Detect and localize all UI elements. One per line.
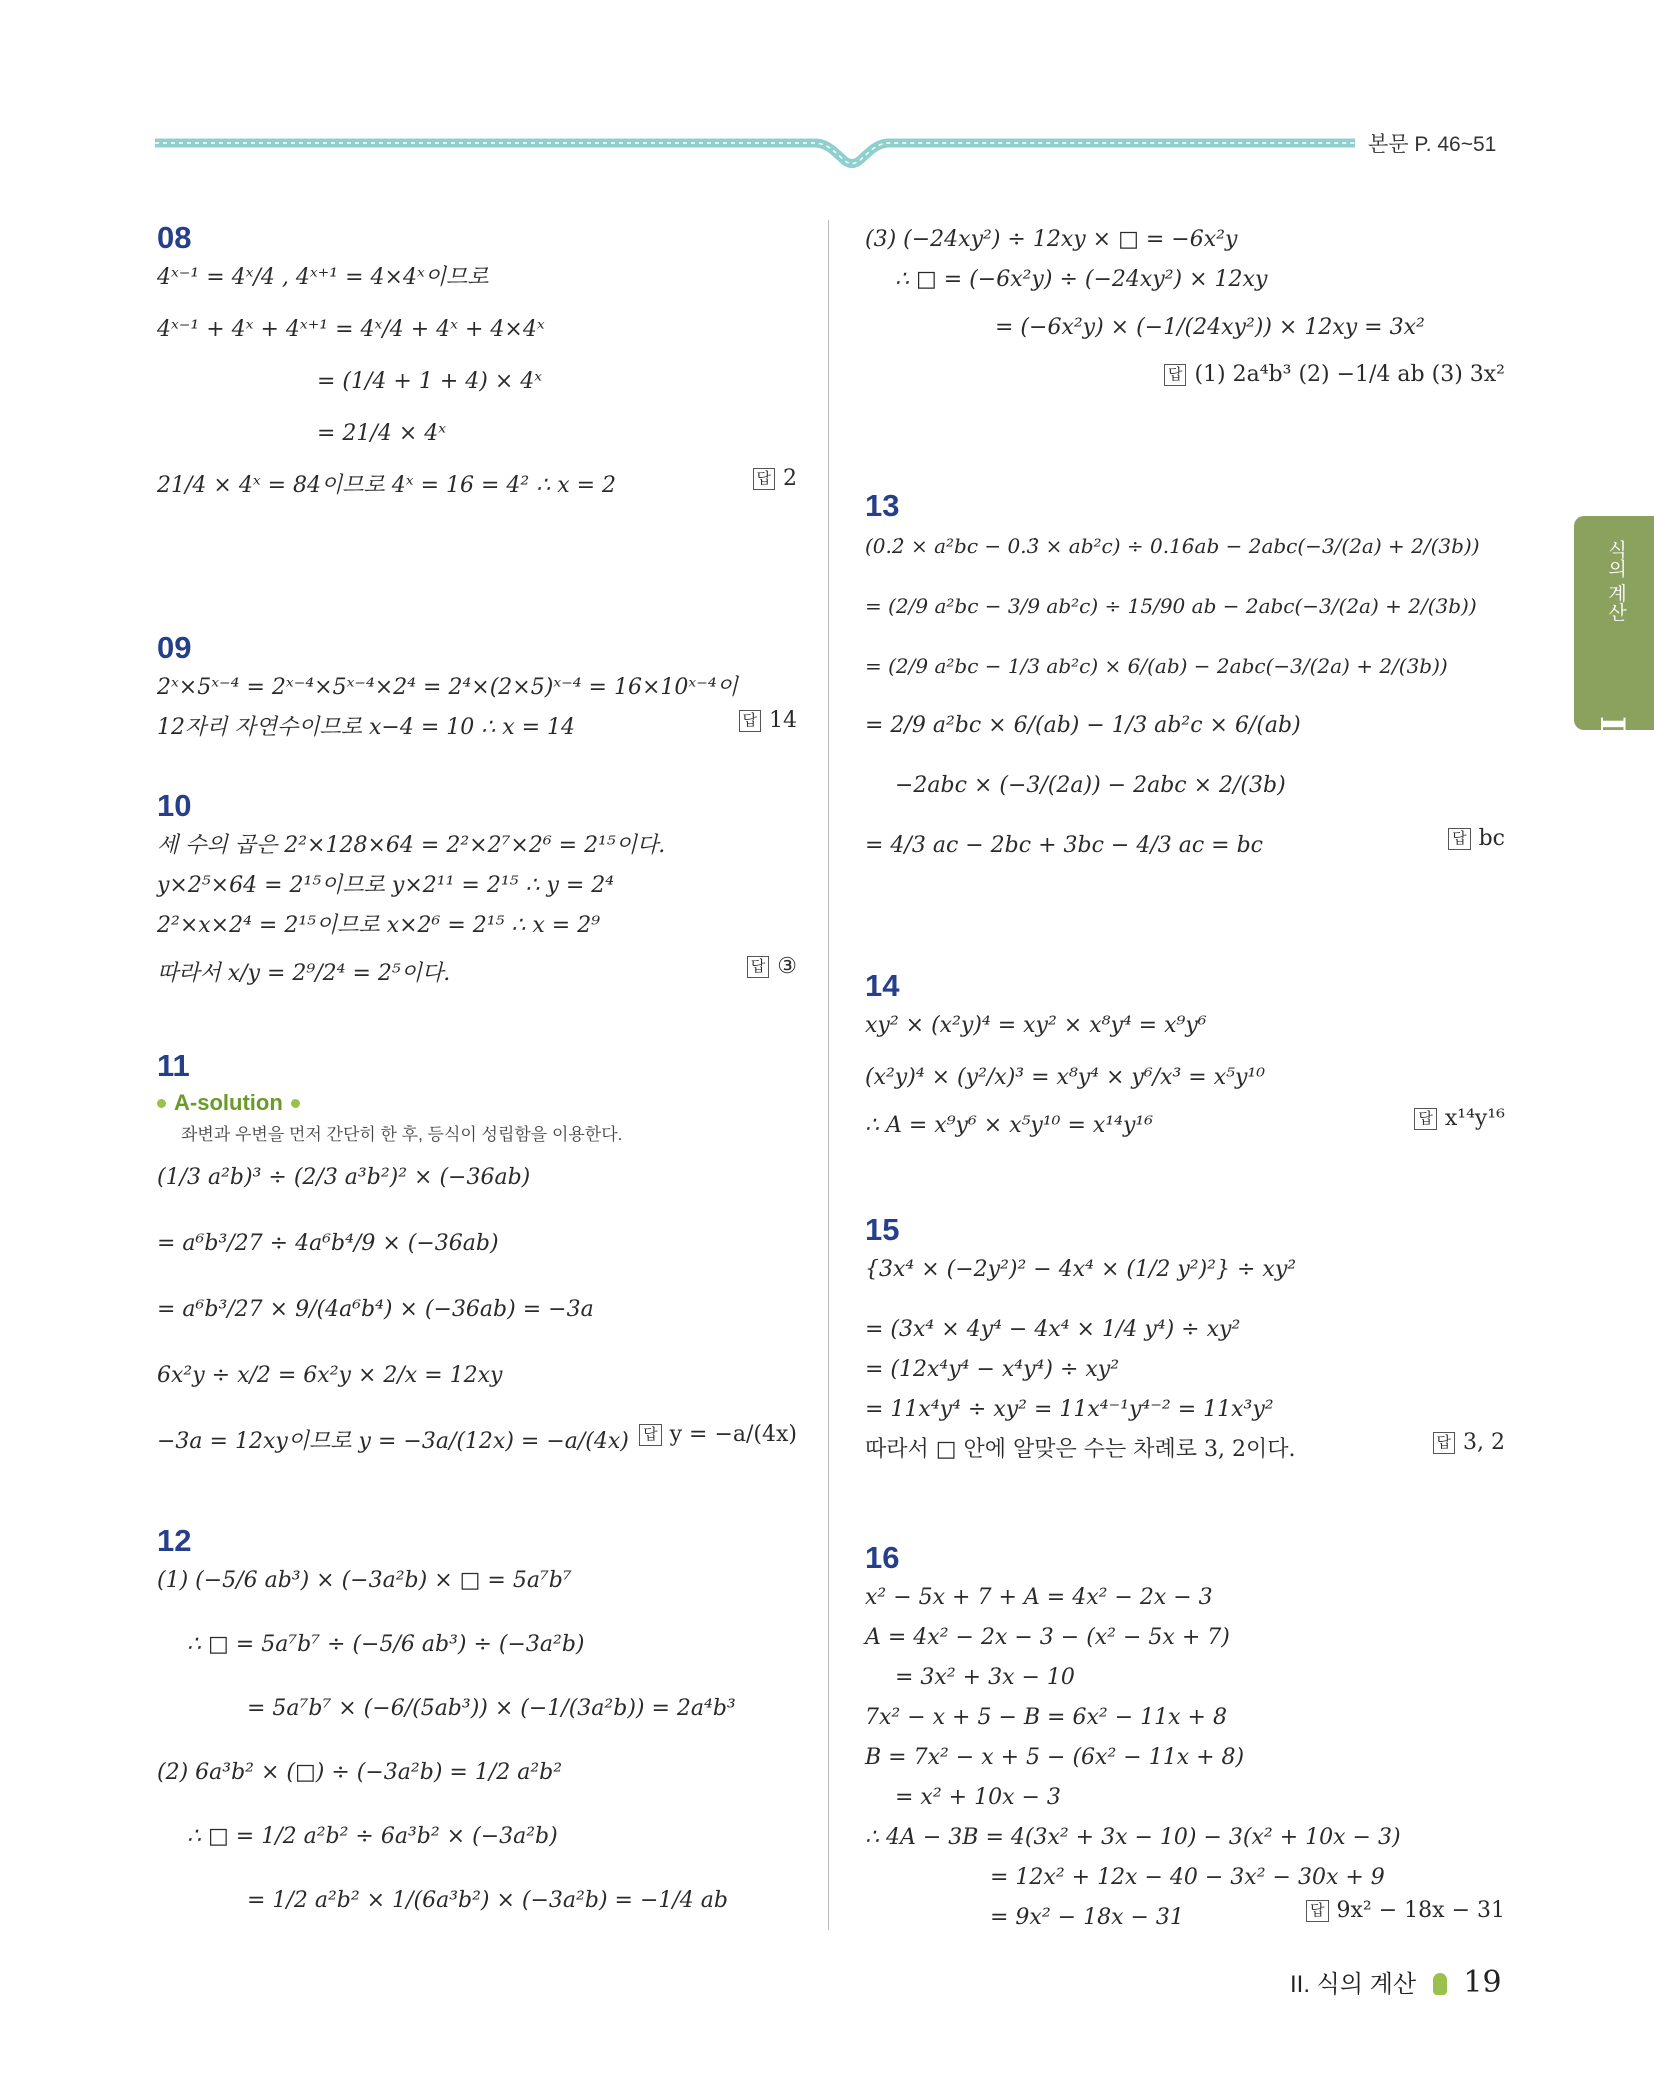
answer-value: bc — [1478, 826, 1505, 851]
answer-value: 9x² − 18x − 31 — [1336, 1898, 1505, 1923]
answer-value: 2 — [783, 466, 797, 491]
solution-line: = (−6x²y) × (−1/(24xy²)) × 12xy = 3x² — [995, 315, 1425, 340]
problem-number: 11 — [157, 1048, 190, 1083]
problem-number: 15 — [865, 1212, 900, 1247]
solution-line: = 5a⁷b⁷ × (−6/(5ab³)) × (−1/(3a²b)) = 2a⁴b³ — [247, 1696, 736, 1721]
problem-14 — [865, 968, 1505, 1146]
solution-line: = 1/2 a²b² × 1/(6a³b²) × (−3a²b) = −1/4 ab — [247, 1888, 728, 1913]
answer-value: 14 — [769, 708, 797, 733]
answer-value: (1) 2a⁴b³ (2) −1/4 ab (3) 3x² — [1194, 362, 1505, 387]
solution-line: = (3x⁴ × 4y⁴ − 4x⁴ × 1/4 y⁴) ÷ xy² — [865, 1317, 1241, 1342]
solution-line: A = 4x² − 2x − 3 − (x² − 5x + 7) — [865, 1625, 1230, 1650]
answer-tag: 답 — [753, 468, 776, 490]
answer-tag: 답 — [1414, 1108, 1437, 1130]
solution-line: (3) (−24xy²) ÷ 12xy × □ = −6x²y — [865, 227, 1238, 252]
footer-chapter: II. 식의 계산 — [1290, 1971, 1417, 1998]
solution-line: = 11x⁴y⁴ ÷ xy² = 11x⁴⁻¹y⁴⁻² = 11x³y² — [865, 1397, 1274, 1422]
solution-line: ∴ 4A − 3B = 4(3x² + 3x − 10) − 3(x² + 10x − 3) — [865, 1825, 1401, 1850]
solution-line: (0.2̇ × a²bc − 0.3̇ × ab²c) ÷ 0.16̇ab − 2abc(−3/(2a) + 2/(3b)) — [865, 534, 1480, 558]
solution-line: B = 7x² − x + 5 − (6x² − 11x + 8) — [865, 1745, 1245, 1770]
problem-16 — [865, 1540, 1505, 1938]
solution-line: 6x²y ÷ x/2 = 6x²y × 2/x = 12xy — [157, 1363, 503, 1388]
problem-number: 09 — [157, 630, 192, 665]
answer-tag: 답 — [639, 1424, 662, 1446]
lightbulb-icon — [1433, 1973, 1447, 1995]
solution-line: = 3x² + 3x − 10 — [895, 1665, 1075, 1690]
solution-line: 7x² − x + 5 − B = 6x² − 11x + 8 — [865, 1705, 1227, 1730]
solution-line: = (2/9 a²bc − 3/9 ab²c) ÷ 15/90 ab − 2abc(−3/(2a) + 2/(3b)) — [865, 594, 1477, 618]
solution-line: (1/3 a²b)³ ÷ (2/3 a³b²)² × (−36ab) — [157, 1165, 531, 1190]
solution-line: = 2/9 a²bc × 6/(ab) − 1/3 ab²c × 6/(ab) — [865, 713, 1301, 738]
chapter-tab — [1574, 516, 1654, 748]
solution-line: = 4/3 ac − 2bc + 3bc − 4/3 ac = bc — [865, 833, 1263, 858]
solution-line: {3x⁴ × (−2y²)² − 4x⁴ × (1/2 y²)²} ÷ xy² — [865, 1257, 1297, 1282]
answer — [1448, 826, 1505, 851]
answer-tag: 답 — [1164, 364, 1187, 386]
solution-line: x² − 5x + 7 + A = 4x² − 2x − 3 — [865, 1585, 1213, 1610]
solution-line: −3a = 12xy이므로 y = −3a/(12x) = −a/(4x) — [157, 1429, 629, 1454]
solution-line: xy² × (x²y)⁴ = xy² × x⁸y⁴ = x⁹y⁶ — [865, 1013, 1207, 1038]
answer-tag: 답 — [1433, 1432, 1456, 1454]
problem-number: 10 — [157, 788, 192, 823]
header-decoration — [155, 128, 1355, 168]
answer — [639, 1422, 797, 1447]
problem-number: 13 — [865, 488, 900, 523]
a-solution-heading: A-solution — [157, 1086, 797, 1120]
page-reference: 본문 P. 46~51 — [1368, 133, 1497, 156]
solution-line: = x² + 10x − 3 — [895, 1785, 1061, 1810]
answer — [1306, 1898, 1505, 1923]
solution-line: (2) 6a³b² × (□) ÷ (−3a²b) = 1/2 a²b² — [157, 1760, 563, 1785]
solution-line: ∴ □ = 1/2 a²b² ÷ 6a³b² × (−3a²b) — [187, 1824, 558, 1849]
solution-line: = 9x² − 18x − 31 — [990, 1905, 1184, 1930]
answer-value: 3, 2 — [1463, 1430, 1505, 1455]
solution-line: 12자리 자연수이므로 x−4 = 10 ∴ x = 14 — [157, 715, 576, 740]
solution-line: (x²y)⁴ × (y²/x)³ = x⁸y⁴ × y⁶/x³ = x⁵y¹⁰ — [865, 1065, 1266, 1090]
solution-line: = a⁶b³/27 ÷ 4a⁶b⁴/9 × (−36ab) — [157, 1231, 499, 1256]
problem-number: 14 — [865, 968, 900, 1003]
solution-line: 세 수의 곱은 2²×128×64 = 2²×2⁷×2⁶ = 2¹⁵이다. — [157, 833, 666, 858]
solution-line: = a⁶b³/27 × 9/(4a⁶b⁴) × (−36ab) = −3a — [157, 1297, 594, 1322]
answer-tag: 답 — [739, 710, 762, 732]
chapter-tab-label: 식의 계산 — [1605, 540, 1626, 622]
solution-line: = (1/4 + 1 + 4) × 4ˣ — [317, 369, 543, 394]
solution-line: (1) (−5/6 ab³) × (−3a²b) × □ = 5a⁷b⁷ — [157, 1568, 572, 1593]
bullet-dot-icon — [157, 1099, 166, 1108]
problem-12-continued — [865, 220, 1505, 408]
solution-line: 4ˣ⁻¹ + 4ˣ + 4ˣ⁺¹ = 4ˣ/4 + 4ˣ + 4×4ˣ — [157, 317, 545, 342]
column-divider — [828, 220, 829, 1930]
answer — [753, 466, 798, 491]
problem-number: 08 — [157, 220, 192, 255]
problem-09 — [157, 630, 797, 748]
solution-line: = 12x² + 12x − 40 − 3x² − 30x + 9 — [990, 1865, 1385, 1890]
chapter-tab-roman: II — [1592, 716, 1632, 748]
solution-line: 21/4 × 4ˣ = 84이므로 4ˣ = 16 = 4² ∴ x = 2 — [157, 473, 617, 498]
answer-value: y = −a/(4x) — [669, 1422, 797, 1447]
answer — [1433, 1430, 1505, 1455]
solution-line: 2ˣ×5ˣ⁻⁴ = 2ˣ⁻⁴×5ˣ⁻⁴×2⁴ = 2⁴×(2×5)ˣ⁻⁴ = 16×10ˣ⁻⁴이 — [157, 675, 738, 700]
solution-line: 따라서 x/y = 2⁹/2⁴ = 2⁵이다. — [157, 961, 451, 986]
problem-11 — [157, 1048, 797, 1462]
solution-line: ∴ □ = (−6x²y) ÷ (−24xy²) × 12xy — [895, 267, 1268, 292]
problem-number: 16 — [865, 1540, 900, 1575]
page-number: 19 — [1463, 1965, 1502, 2000]
problem-13 — [865, 488, 1505, 866]
solution-line: −2abc × (−3/(2a)) − 2abc × 2/(3b) — [895, 773, 1286, 798]
answer-tag: 답 — [1306, 1900, 1329, 1922]
problem-08 — [157, 220, 797, 506]
answer — [747, 954, 797, 979]
problem-10 — [157, 788, 797, 994]
page-footer — [1290, 1964, 1502, 2000]
solution-line: ∴ □ = 5a⁷b⁷ ÷ (−5/6 ab³) ÷ (−3a²b) — [187, 1632, 585, 1657]
bullet-dot-icon — [291, 1099, 300, 1108]
answer-tag: 답 — [747, 956, 770, 978]
solution-line: ∴ A = x⁹y⁶ × x⁵y¹⁰ = x¹⁴y¹⁶ — [865, 1113, 1154, 1138]
answer-value: ③ — [777, 954, 797, 979]
answer — [1414, 1106, 1505, 1131]
solution-line: 4ˣ⁻¹ = 4ˣ/4 , 4ˣ⁺¹ = 4×4ˣ이므로 — [157, 265, 489, 290]
answer-tag: 답 — [1448, 828, 1471, 850]
answer-value: x¹⁴y¹⁶ — [1444, 1106, 1505, 1131]
solution-line: = 21/4 × 4ˣ — [317, 421, 447, 446]
solution-line: 2²×x×2⁴ = 2¹⁵이므로 x×2⁶ = 2¹⁵ ∴ x = 2⁹ — [157, 913, 601, 938]
problem-15 — [865, 1212, 1505, 1470]
solution-line: 따라서 □ 안에 알맞은 수는 차례로 3, 2이다. — [865, 1437, 1296, 1462]
solution-line: = (2/9 a²bc − 1/3 ab²c) × 6/(ab) − 2abc(−3/(2a) + 2/(3b)) — [865, 654, 1448, 678]
problem-12 — [157, 1523, 797, 1921]
a-solution-note: 좌변과 우변을 먼저 간단히 한 후, 등식이 성립함을 이용한다. — [181, 1125, 623, 1144]
problem-number: 12 — [157, 1523, 192, 1558]
solution-line: y×2⁵×64 = 2¹⁵이므로 y×2¹¹ = 2¹⁵ ∴ y = 2⁴ — [157, 873, 615, 898]
answer — [739, 708, 798, 733]
solution-line: = (12x⁴y⁴ − x⁴y⁴) ÷ xy² — [865, 1357, 1120, 1382]
answer — [1164, 362, 1505, 387]
